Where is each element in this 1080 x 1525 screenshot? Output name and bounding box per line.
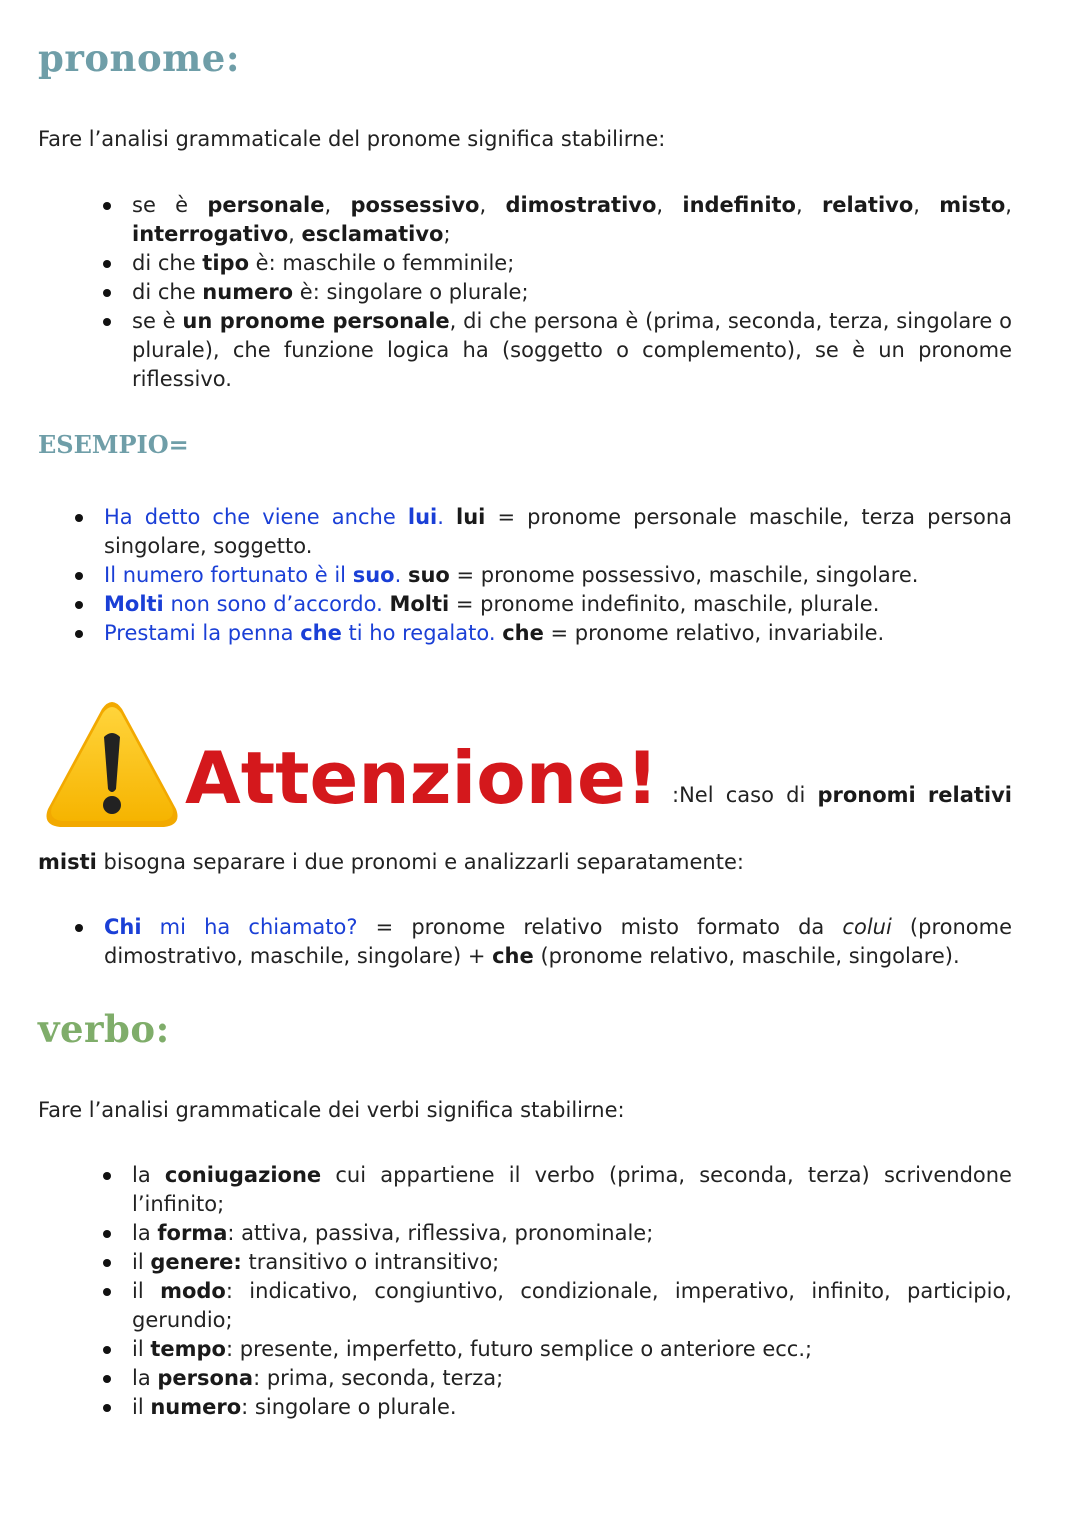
text-run: : presente, imperfetto, futuro semplice o anteriore ecc.; xyxy=(225,1337,813,1361)
bold-text: suo xyxy=(407,563,450,587)
text-run: = pronome possessivo, maschile, singolare. xyxy=(449,563,919,587)
bold-text: genere: xyxy=(150,1250,242,1274)
italic-text: colui xyxy=(842,915,892,939)
pronome-criteria-list xyxy=(132,191,1012,394)
list-item xyxy=(132,278,1012,307)
text-run: di che xyxy=(132,280,203,304)
bold-text: che xyxy=(492,944,534,968)
attention-tail-word: di xyxy=(786,783,806,807)
list-item xyxy=(104,913,1012,971)
list-item xyxy=(132,191,1012,249)
example-title: ESEMPIO= xyxy=(38,430,189,459)
text-run: è: maschile o femminile; xyxy=(249,251,515,275)
section-title-pronome: pronome: xyxy=(38,36,240,80)
text-run: , xyxy=(479,193,506,217)
list-item xyxy=(104,619,1012,648)
attention-tail-bold: relativi xyxy=(927,783,1012,807)
list-item xyxy=(104,590,1012,619)
example-list xyxy=(104,503,1012,648)
text-run: di che xyxy=(132,251,203,275)
verbo-criteria-list xyxy=(132,1161,1012,1422)
bold-text: Chi xyxy=(104,915,142,939)
text-run: = pronome indefinito, maschile, plurale. xyxy=(449,592,880,616)
text-run: = pronome relativo misto formato da xyxy=(357,915,843,939)
bold-text: esclamativo xyxy=(301,222,444,246)
bold-text: lui xyxy=(456,505,486,529)
attention-cont-text: bisogna separare i due pronomi e analizzarli separatamente: xyxy=(96,850,744,874)
bold-text: numero xyxy=(150,1395,242,1419)
bold-text: lui xyxy=(407,505,438,529)
bold-text: modo xyxy=(160,1279,226,1303)
attention-tail xyxy=(672,781,1012,810)
text-run: Il numero fortunato è il xyxy=(104,563,353,587)
text-run: la xyxy=(132,1163,165,1187)
list-item xyxy=(132,1277,1012,1335)
section-title-verbo: verbo: xyxy=(38,1007,170,1051)
text-run: = pronome personale maschile, terza persona singolare, soggetto. xyxy=(104,505,1012,558)
attention-example-list xyxy=(104,913,1012,971)
bold-text: che xyxy=(502,621,544,645)
text-run: ti ho regalato. xyxy=(341,621,496,645)
bold-text: personale xyxy=(207,193,325,217)
text-run: transitivo o intransitivo; xyxy=(241,1250,500,1274)
bold-text: relativo xyxy=(821,193,914,217)
bold-text: possessivo xyxy=(350,193,480,217)
text-run: il xyxy=(132,1395,151,1419)
text-run: , xyxy=(795,193,822,217)
text-run xyxy=(444,505,456,529)
text-run: ; xyxy=(443,222,451,246)
list-item xyxy=(132,249,1012,278)
text-run: non sono d’accordo. xyxy=(163,592,383,616)
text-run: il xyxy=(132,1250,151,1274)
bold-text: tempo xyxy=(150,1337,226,1361)
warning-icon xyxy=(44,697,180,831)
bold-text: indefinito xyxy=(682,193,796,217)
list-item xyxy=(132,1248,1012,1277)
bold-text: un pronome personale xyxy=(182,309,450,333)
text-run: se è xyxy=(132,309,183,333)
text-run: (pronome dimostrativo, maschile, singolare) + xyxy=(104,915,1012,968)
list-item xyxy=(104,503,1012,561)
list-item xyxy=(132,1393,1012,1422)
text-run: . xyxy=(394,563,402,587)
list-item xyxy=(132,307,1012,394)
text-run: : indicativo, congiuntivo, condizionale, imperativo, infinito, participio, gerundio; xyxy=(132,1279,1012,1332)
bold-text: interrogativo xyxy=(132,222,289,246)
bold-text: coniugazione xyxy=(164,1163,322,1187)
text-run: : prima, seconda, terza; xyxy=(253,1366,504,1390)
list-item xyxy=(104,561,1012,590)
attention-tail-bold: pronomi xyxy=(817,783,916,807)
text-run: , xyxy=(656,193,683,217)
text-run: la xyxy=(132,1221,158,1245)
bold-text: misto xyxy=(939,193,1006,217)
bold-text: tipo xyxy=(202,251,249,275)
text-run: : attiva, passiva, riflessiva, pronominale; xyxy=(227,1221,654,1245)
attention-tail-word: caso xyxy=(725,783,774,807)
text-run xyxy=(401,563,408,587)
bold-text: suo xyxy=(352,563,395,587)
text-run: , di che persona è (prima, seconda, terza, singolare o plurale), che funzione logica ha (soggetto o complemento), se è un pronome riflessivo. xyxy=(132,309,1012,391)
text-run: il xyxy=(132,1279,161,1303)
text-run: è: singolare o plurale; xyxy=(293,280,529,304)
text-run: la xyxy=(132,1366,158,1390)
text-run: , xyxy=(1005,193,1012,217)
list-item xyxy=(132,1161,1012,1219)
text-run: . xyxy=(437,505,444,529)
bold-text: Molti xyxy=(389,592,450,616)
text-run: (pronome relativo, maschile, singolare). xyxy=(533,944,960,968)
text-run: se è xyxy=(132,193,208,217)
text-run: : singolare o plurale. xyxy=(241,1395,457,1419)
bold-text: forma xyxy=(157,1221,228,1245)
list-item xyxy=(132,1219,1012,1248)
attention-cont-bold: misti xyxy=(38,850,97,874)
list-item xyxy=(132,1335,1012,1364)
text-run: mi ha chiamato? xyxy=(141,915,358,939)
attention-continuation xyxy=(38,848,1013,877)
bold-text: persona xyxy=(157,1366,254,1390)
pronome-intro: Fare l’analisi grammaticale del pronome significa stabilirne: xyxy=(38,127,666,151)
bold-text: Molti xyxy=(104,592,164,616)
text-run: , xyxy=(913,193,940,217)
bold-text: dimostrativo xyxy=(505,193,657,217)
attention-heading: Attenzione! xyxy=(185,736,659,820)
text-run: Ha detto che viene anche xyxy=(104,505,408,529)
text-run: = pronome relativo, invariabile. xyxy=(543,621,885,645)
text-run: , xyxy=(288,222,302,246)
text-run: Prestami la penna xyxy=(104,621,301,645)
attention-tail-prefix: :Nel xyxy=(672,783,714,807)
bold-text: che xyxy=(300,621,342,645)
text-run: il xyxy=(132,1337,151,1361)
text-run: , xyxy=(324,193,351,217)
verbo-intro: Fare l’analisi grammaticale dei verbi significa stabilirne: xyxy=(38,1098,625,1122)
text-run: cui appartiene il verbo (prima, seconda, terza) scrivendone l’infinito; xyxy=(132,1163,1012,1216)
list-item xyxy=(132,1364,1012,1393)
bold-text: numero xyxy=(202,280,294,304)
